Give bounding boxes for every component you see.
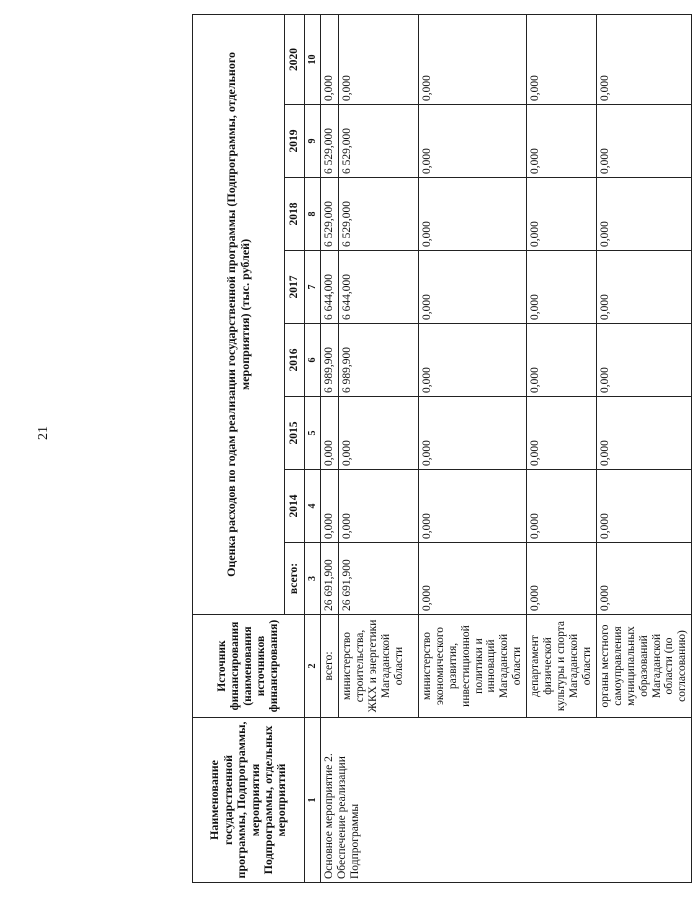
- value-cell: 0,000: [339, 14, 419, 104]
- header-year: 2017: [285, 251, 305, 324]
- column-number-row: [305, 14, 321, 882]
- header-year: 2020: [285, 14, 305, 104]
- column-number: 4: [305, 470, 321, 543]
- column-number: 10: [305, 14, 321, 104]
- header-estimate: Оценка расходов по годам реализации государственной программы (Подпрограммы, отдельного мероприятия) (тыс. рублей): [193, 14, 285, 614]
- value-cell: 0,000: [597, 105, 692, 178]
- column-number: 8: [305, 178, 321, 251]
- value-cell: 0,000: [419, 178, 527, 251]
- source-cell: всего:: [321, 615, 339, 718]
- column-number: 7: [305, 251, 321, 324]
- value-cell: 0,000: [419, 14, 527, 104]
- header-year: 2015: [285, 397, 305, 470]
- value-cell: 0,000: [527, 470, 597, 543]
- value-cell: 6 989,900: [321, 324, 339, 397]
- value-cell: 0,000: [527, 397, 597, 470]
- column-number: 3: [305, 543, 321, 615]
- column-number: 1: [305, 718, 321, 883]
- source-cell: департамент физической культуры и спорта Магаданской области: [527, 615, 597, 718]
- column-number: 5: [305, 397, 321, 470]
- source-cell: органы местного самоуправления муниципальных образований Магаданской области (по согласованию): [597, 615, 692, 718]
- header-year: 2019: [285, 105, 305, 178]
- value-cell: 6 644,000: [339, 251, 419, 324]
- value-cell: 0,000: [339, 397, 419, 470]
- column-number: 6: [305, 324, 321, 397]
- value-cell: 0,000: [339, 470, 419, 543]
- source-cell: министерство строительства, ЖКХ и энергетики Магаданской области: [339, 615, 419, 718]
- source-cell: министерство экономического развития, инвестиционной политики и инноваций Магаданской области: [419, 615, 527, 718]
- header-row-1: [193, 14, 285, 882]
- column-number: 2: [305, 615, 321, 718]
- value-cell: 6 529,000: [339, 105, 419, 178]
- header-year: 2014: [285, 470, 305, 543]
- value-cell: 0,000: [419, 543, 527, 615]
- rotated-table-wrapper: [192, 15, 689, 883]
- value-cell: 0,000: [527, 105, 597, 178]
- column-number: 9: [305, 105, 321, 178]
- header-year: 2016: [285, 324, 305, 397]
- activity-name: Основное мероприятие 2. Обеспечение реализации Подпрограммы: [321, 718, 692, 883]
- value-cell: 6 529,000: [321, 105, 339, 178]
- value-cell: 26 691,900: [321, 543, 339, 615]
- value-cell: 6 529,000: [321, 178, 339, 251]
- budget-table: [192, 14, 692, 883]
- value-cell: 0,000: [597, 324, 692, 397]
- value-cell: 6 644,000: [321, 251, 339, 324]
- value-cell: 0,000: [321, 470, 339, 543]
- value-cell: 0,000: [597, 397, 692, 470]
- page-number: 21: [36, 426, 51, 440]
- value-cell: 0,000: [419, 251, 527, 324]
- value-cell: 6 989,900: [339, 324, 419, 397]
- value-cell: 0,000: [597, 178, 692, 251]
- value-cell: 26 691,900: [339, 543, 419, 615]
- value-cell: 0,000: [419, 105, 527, 178]
- header-source: Источник финансирования (наименования источников финансирования): [193, 615, 305, 718]
- table-row: [321, 14, 339, 882]
- header-name: Наименование государственной программы, Подпрограммы, мероприятия Подпрограммы, отдельных мероприятий: [193, 718, 305, 883]
- header-total: всего:: [285, 543, 305, 615]
- value-cell: 0,000: [527, 251, 597, 324]
- header-year: 2018: [285, 178, 305, 251]
- value-cell: 0,000: [527, 14, 597, 104]
- value-cell: 0,000: [527, 324, 597, 397]
- value-cell: 0,000: [597, 543, 692, 615]
- value-cell: 0,000: [419, 470, 527, 543]
- value-cell: 0,000: [527, 178, 597, 251]
- value-cell: 0,000: [597, 470, 692, 543]
- value-cell: 0,000: [419, 397, 527, 470]
- value-cell: 0,000: [527, 543, 597, 615]
- value-cell: 6 529,000: [339, 178, 419, 251]
- value-cell: 0,000: [419, 324, 527, 397]
- value-cell: 0,000: [321, 397, 339, 470]
- value-cell: 0,000: [597, 14, 692, 104]
- value-cell: 0,000: [321, 14, 339, 104]
- value-cell: 0,000: [597, 251, 692, 324]
